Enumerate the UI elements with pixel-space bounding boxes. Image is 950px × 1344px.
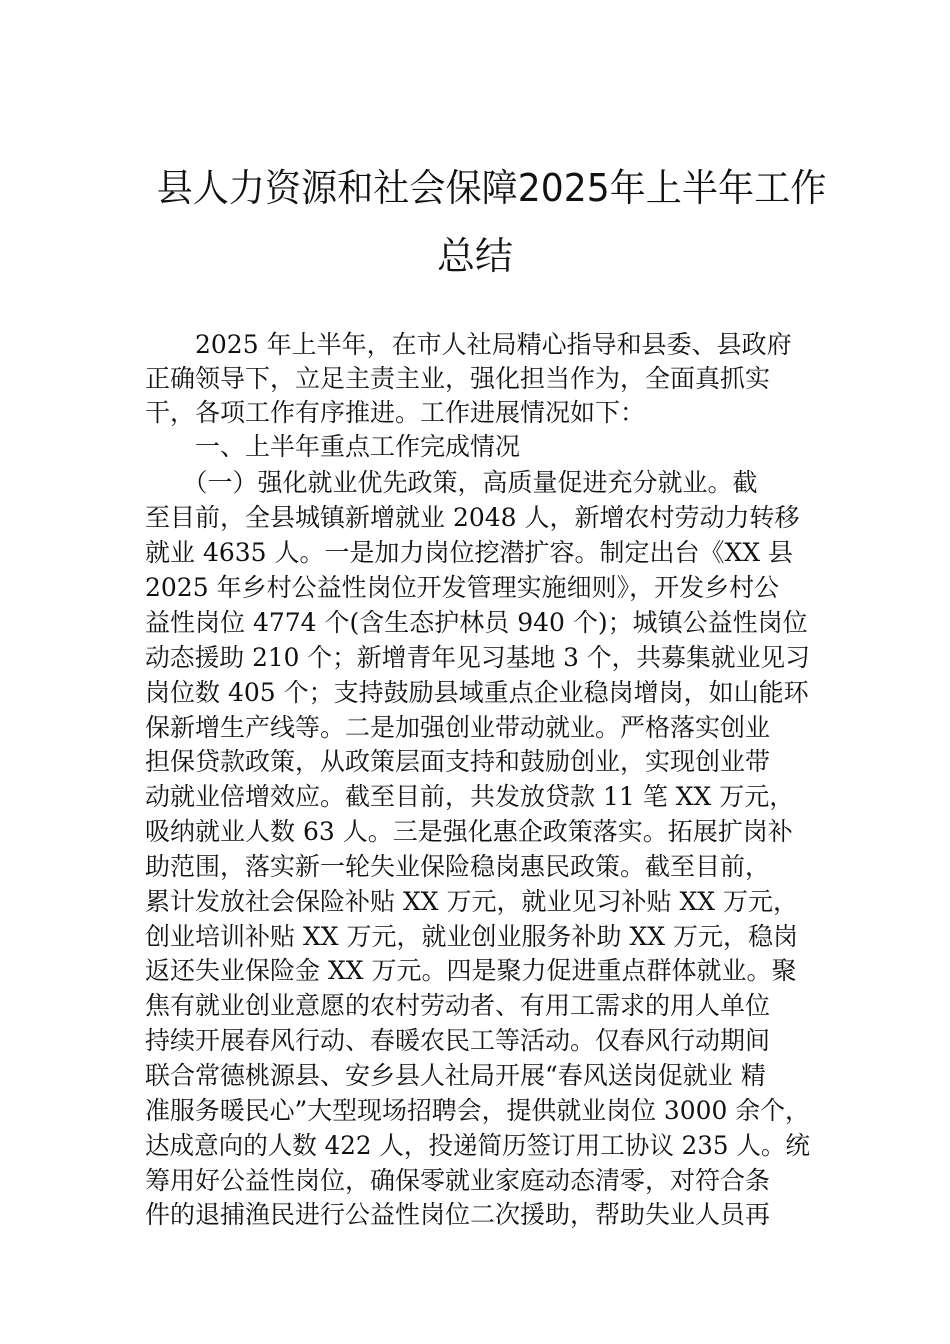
body-line: 保新增生产线等。二是加强创业带动就业。严格落实创业 [145, 713, 771, 742]
body-line: （一）强化就业优先政策，高质量促进充分就业。截 [145, 468, 758, 497]
body-line: 达成意向的人数 422 人，投递简历签订用工协议 235 人。统 [145, 1131, 810, 1160]
body-line: 筹用好公益性岗位，确保零就业家庭动态清零，对符合条 [145, 1166, 771, 1195]
body-line: 焦有就业创业意愿的农村劳动者、有用工需求的用人单位 [145, 991, 771, 1020]
body-line: 创业培训补贴 XX 万元，就业创业服务补助 XX 万元，稳岗 [145, 922, 798, 951]
body-line: 就业 4635 人。一是加力岗位挖潜扩容。制定出台《XX 县 [145, 538, 794, 567]
body-line: 动就业倍增效应。截至目前，共发放贷款 11 笔 XX 万元， [145, 782, 795, 811]
body-line: 件的退捕渔民进行公益性岗位二次援助，帮助失业人员再 [145, 1200, 771, 1229]
body-line: 正确领导下，立足主责主业，强化担当作为，全面真抓实 [145, 364, 771, 393]
section-heading: 一、上半年重点工作完成情况 [145, 432, 521, 461]
body-line: 2025 年乡村公益性岗位开发管理实施细则》，开发乡村公 [145, 573, 780, 602]
document-title-line-2: 总结 [436, 234, 513, 278]
body-line: 至目前，全县城镇新增就业 2048 人，新增农村劳动力转移 [145, 503, 800, 532]
body-line: 2025 年上半年，在市人社局精心指导和县委、县政府 [145, 330, 792, 359]
body-line: 持续开展春风行动、春暖农民工等活动。仅春风行动期间 [145, 1026, 771, 1055]
body-line: 岗位数 405 个；支持鼓励县域重点企业稳岗增岗，如山能环 [145, 678, 809, 707]
body-line: 准服务暖民心”大型现场招聘会，提供就业岗位 3000 余个， [145, 1096, 810, 1125]
body-line: 返还失业保险金 XX 万元。四是聚力促进重点群体就业。聚 [145, 956, 797, 985]
body-line: 干，各项工作有序推进。工作进展情况如下： [145, 398, 646, 427]
body-line: 助范围，落实新一轮失业保险稳岗惠民政策。截至目前， [145, 852, 771, 881]
document-title-line-1: 县人力资源和社会保障2025年上半年工作 [156, 166, 827, 210]
body-line: 累计发放社会保险补贴 XX 万元，就业见习补贴 XX 万元， [145, 887, 798, 916]
body-line: 益性岗位 4774 个(含生态护林员 940 个)；城镇公益性岗位 [145, 608, 808, 637]
body-line: 担保贷款政策，从政策层面支持和鼓励创业，实现创业带 [145, 747, 771, 776]
body-line: 联合常德桃源县、安乡县人社局开展“春风送岗促就业 精 [145, 1061, 766, 1090]
body-line: 吸纳就业人数 63 人。三是强化惠企政策落实。拓展扩岗补 [145, 817, 793, 846]
body-line: 动态援助 210 个；新增青年见习基地 3 个，共募集就业见习 [145, 643, 810, 672]
